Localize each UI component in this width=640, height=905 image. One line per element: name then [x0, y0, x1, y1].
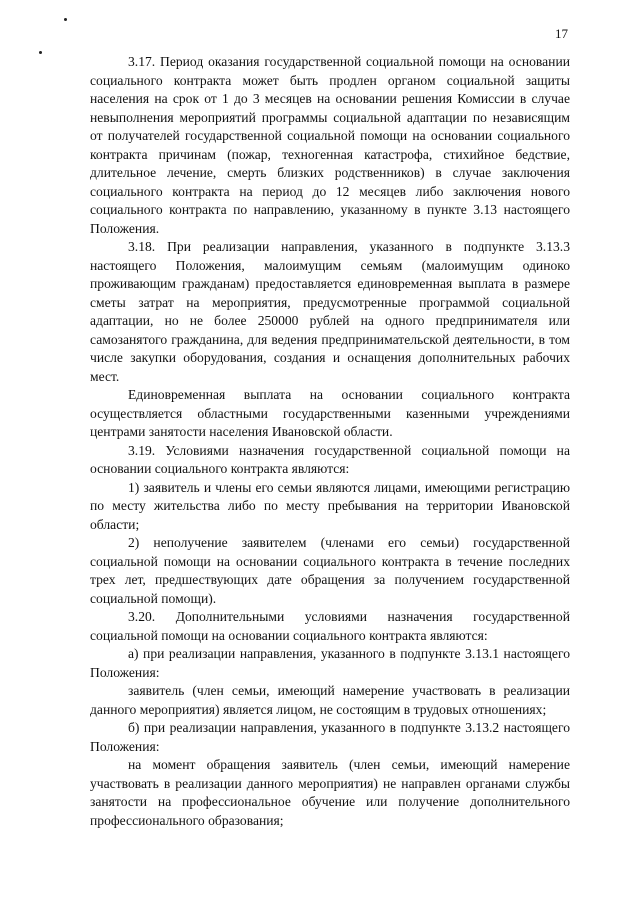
list-item-a-condition: заявитель (член семьи, имеющий намерение участвовать в реализации данного мероприятия) является лицом, не состоящим в трудовых отношениях;	[90, 683, 570, 717]
list-item-b: б) при реализации направления, указанного в подпункте 3.13.2 настоящего Положения:	[90, 720, 570, 754]
paragraph-3-19: 3.19. Условиями назначения государственной социальной помощи на основании социального контракта являются:	[90, 442, 570, 476]
list-item-a: а) при реализации направления, указанного в подпункте 3.13.1 настоящего Положения:	[90, 646, 570, 680]
list-item-b-condition: на момент обращения заявитель (член семьи, имеющий намерение участвовать в реализации данного мероприятия) не направлен органами службы занятости на профессиональное обучение или получение дополнительного профессионального образования;	[90, 757, 570, 828]
paragraph-lump-sum-payment: Единовременная выплата на основании социального контракта осуществляется областными государственными казенными учреждениями центрами занятости населения Ивановской области.	[90, 387, 570, 439]
list-item-1: 1) заявитель и члены его семьи являются лицами, имеющими регистрацию по месту жительства либо по месту пребывания на территории Ивановской области;	[90, 479, 570, 532]
paragraph-3-18: 3.18. При реализации направления, указанного в подпункте 3.13.3 настоящего Положения, малоимущим семьям (малоимущим одиноко проживающим гражданам) предоставляется единовременная выплата в размере сметы затрат на мероприятия, предусмотренные программой социальной адаптации, но не более 250000 рублей на одного предпринимателя или самозанятого гражданина, для ведения предпринимательской деятельности, в том числе закупки оборудования, создания и оснащения дополнительных рабочих мест.	[90, 239, 570, 384]
scan-speck	[64, 18, 67, 21]
paragraph-3-20: 3.20. Дополнительными условиями назначения государственной социальной помощи на основании социального контракта являются:	[90, 609, 570, 643]
body-text	[90, 53, 570, 830]
list-item-2: 2) неполучение заявителем (членами его семьи) государственной социальной помощи на основании социального контракта в течение последних трех лет, предшествующих дате обращения за получением государственной социальной помощи).	[90, 535, 570, 606]
paragraph-3-17: 3.17. Период оказания государственной социальной помощи на основании социального контракта может быть продлен органом социальной защиты населения на срок от 1 до 3 месяцев на основании решения Комиссии в случае невыполнения мероприятий программы социальной адаптации по независящим от получателей государственной социальной помощи на основании социального контракта причинам (пожар, техногенная катастрофа, стихийное бедствие, длительное лечение, смерть близких родственников) в случае заключения социального контракта на период до 12 месяцев либо заключения нового социального контракта по направлению, указанному в пункте 3.13 настоящего Положения.	[90, 54, 570, 236]
page-number: 17	[555, 26, 568, 41]
scan-speck	[39, 51, 42, 54]
